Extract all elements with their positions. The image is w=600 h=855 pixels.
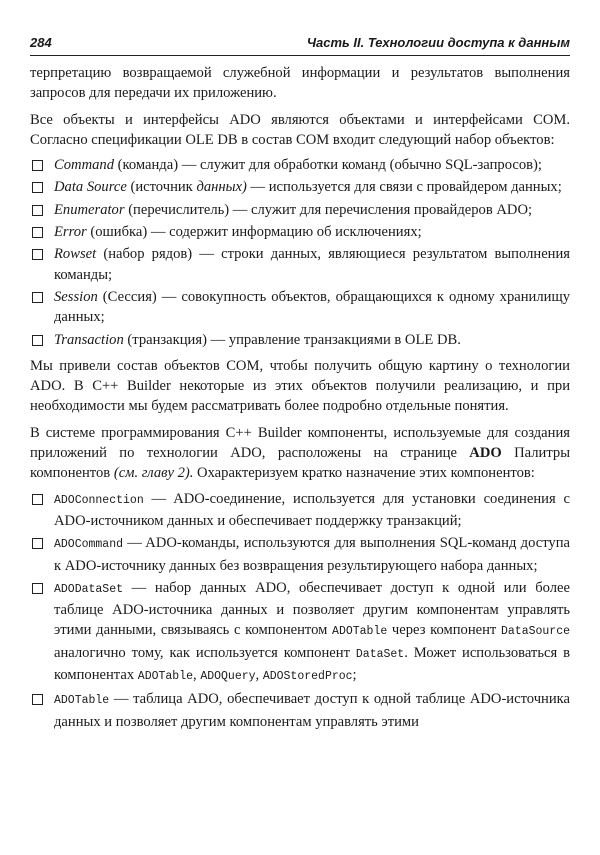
list-item [30,689,570,732]
checkbox-bullet-icon [32,538,43,549]
running-title: Часть II. Технологии доступа к данным [306,35,570,50]
item-text: (источник [126,179,197,196]
component-name: DataSet [355,647,405,661]
term: Transaction [54,331,124,348]
checkbox-bullet-icon [32,227,43,238]
item-text: (перечислитель) — служит для перечисления провайдеров ADO; [124,201,533,218]
item-text: через компонент [387,622,501,639]
checkbox-bullet-icon [32,694,43,705]
paragraph-com-intro: Все объекты и интерфейсы ADO являются объектами и интерфейсами COM. Согласно спецификации OLE DB в состав COM входит следующий набор объектов: [30,111,570,148]
paragraph-ado-palette [30,423,570,484]
checkbox-bullet-icon [32,494,43,505]
component-name: ADOTable [137,670,194,684]
checkbox-bullet-icon [32,583,43,594]
item-text: — ADO-соединение, используется для установки соединения с ADO-источником данных и обеспечивает поддержку транзакций; [54,490,570,529]
item-text: аналогично тому, как используется компонент [54,644,356,661]
term: Error [54,224,87,241]
item-text: (Сессия) — совокупность объектов, обращающихся к одному хранилищу данных; [54,288,570,326]
item-text: (ошибка) — содержит информацию об исключениях; [86,224,422,241]
list-item [30,222,570,242]
item-text: — используется для связи с провайдером данных; [246,179,562,196]
term: Session [54,288,98,305]
term: Rowset [54,246,97,263]
checkbox-bullet-icon [32,292,43,303]
page-body [30,63,570,738]
item-text: ; [352,667,357,684]
list-item [30,533,570,576]
list-item [30,244,570,285]
list-item [30,287,570,328]
term: данных) [196,179,247,196]
item-text: — набор данных ADO, обеспечивает доступ к одной или более таблице ADO-источника данных и позволяет другим компонентам управлять этими данными, связываясь с компонентом [54,579,570,639]
component-name: ADODataSet [54,582,124,596]
paragraph-com-summary: Мы привели состав объектов COM, чтобы получить общую картину о технологии ADO. В C++ Builder некоторые из этих объектов получили реализацию, и при необходимости мы будем рассматривать более подробно отдельные понятия. [30,357,570,415]
item-text: . Может использоваться в компонентах [54,644,570,684]
component-name: ADOQuery [200,670,256,684]
item-text: (транзакция) — управление транзакциями в OLE DB. [123,331,461,348]
text-run: Охарактеризуем кратко назначение этих компонентов: [193,465,535,482]
text-run: В системе программирования C++ Builder компоненты, используемые для создания приложений по технологии ADO, расположены на странице [30,424,570,462]
checkbox-bullet-icon [32,182,43,193]
component-name: ADOConnection [54,493,144,507]
list-item [30,200,570,220]
page-header [30,33,570,56]
com-objects-list [30,155,570,350]
component-name: ADOTable [332,625,388,639]
item-text: (команда) — служит для обработки команд (обычно SQL-запросов); [114,157,542,174]
text-run: Палитры компонентов [30,445,570,482]
term: Command [54,157,114,174]
palette-page-name: ADO [469,445,502,462]
list-item [30,578,570,687]
component-name: ADOStoredProc [262,670,353,684]
checkbox-bullet-icon [32,249,43,260]
item-text: (набор рядов) — строки данных, являющиеся результатом выполнения команды; [54,246,570,283]
ado-components-list [30,489,570,732]
item-text: — таблица ADO, обеспечивает доступ к одной таблице ADO-источника данных и позволяет другим компонентам управлять этими [54,691,570,730]
list-item [30,330,570,350]
item-text: , [193,667,201,684]
list-item [30,155,570,175]
component-name: ADOTable [54,694,110,708]
item-text: — ADO-команды, используются для выполнения SQL-команд доступа к ADO-источнику данных без возвращения результирующего набора данных; [54,535,570,574]
term: Enumerator [54,201,125,218]
checkbox-bullet-icon [32,335,43,346]
checkbox-bullet-icon [32,205,43,216]
paragraph-continuation: терпретацию возвращаемой служебной информации и результатов выполнения запросов для передачи их приложению. [30,65,570,102]
list-item [30,177,570,197]
checkbox-bullet-icon [32,160,43,171]
component-name: DataSource [500,625,570,639]
item-text: , [255,667,263,684]
component-name: ADOCommand [54,538,124,552]
list-item [30,489,570,532]
term: Data Source [54,179,127,196]
chapter-reference: (см. главу 2). [113,465,194,482]
page-number: 284 [30,35,52,50]
